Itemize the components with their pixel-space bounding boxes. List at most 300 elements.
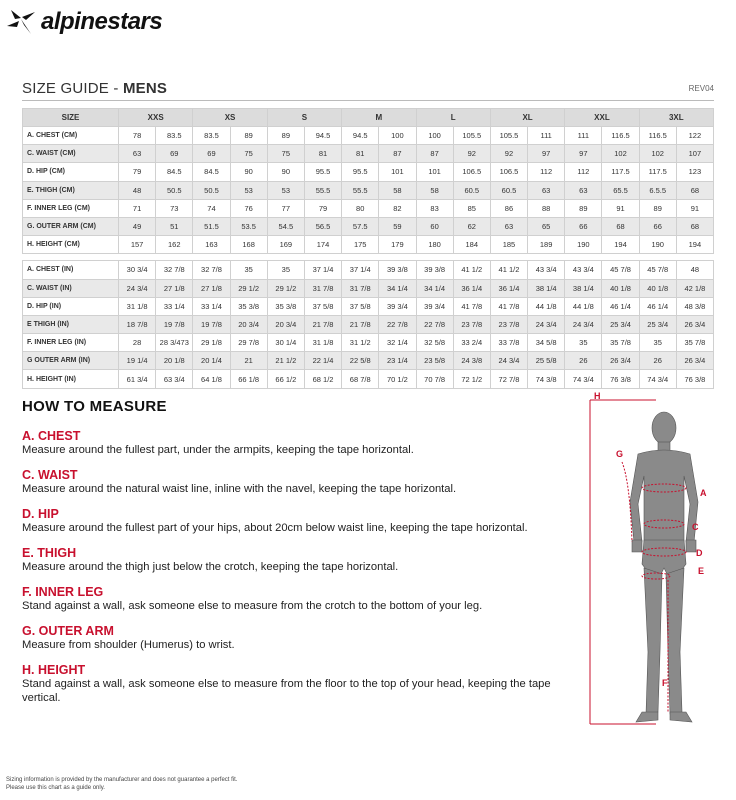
- table-cell: 92: [490, 145, 527, 163]
- table-cell: 37 5/8: [304, 297, 341, 315]
- table-cell: 24 3/4: [528, 315, 565, 333]
- table-cell: 41 7/8: [453, 297, 490, 315]
- size-col-xxs: XXS: [119, 109, 193, 127]
- table-cell: 51: [156, 217, 193, 235]
- table-cell: 21 7/8: [342, 315, 379, 333]
- size-header-row: [23, 109, 714, 127]
- table-cell: 62: [453, 217, 490, 235]
- table-cell: 24 3/4: [490, 352, 527, 370]
- measure-heading: A. CHEST: [22, 429, 81, 443]
- table-cell: 55.5: [304, 181, 341, 199]
- table-cell: 78: [119, 127, 156, 145]
- table-cell: 29 1/2: [230, 279, 267, 297]
- table-cell: 63: [490, 217, 527, 235]
- table-cell: 184: [453, 236, 490, 254]
- table-cell: 74 3/8: [528, 370, 565, 388]
- table-cell: 87: [379, 145, 416, 163]
- table-cell: 100: [379, 127, 416, 145]
- table-cell: 92: [453, 145, 490, 163]
- row-label: G. OUTER ARM (CM): [23, 217, 119, 235]
- table-cell: 88: [528, 199, 565, 217]
- table-cell: 105.5: [490, 127, 527, 145]
- table-cell: 80: [342, 199, 379, 217]
- body-silhouette: [630, 412, 698, 722]
- table-cell: 107: [676, 145, 713, 163]
- table-cell: 69: [193, 145, 230, 163]
- table-row: [23, 199, 714, 217]
- table-cell: 19 1/4: [119, 352, 156, 370]
- table-cell: 41 7/8: [490, 297, 527, 315]
- measure-description: Measure around the thigh just below the crotch, keeping the tape horizontal.: [22, 561, 399, 573]
- table-cell: 24 3/4: [565, 315, 602, 333]
- table-cell: 37 1/4: [304, 261, 341, 279]
- table-cell: 97: [528, 145, 565, 163]
- table-cell: 194: [602, 236, 639, 254]
- table-cell: 43 3/4: [565, 261, 602, 279]
- table-cell: 89: [639, 199, 676, 217]
- table-cell: 112: [528, 163, 565, 181]
- table-cell: 43 3/4: [528, 261, 565, 279]
- table-cell: 27 1/8: [193, 279, 230, 297]
- measure-description: Stand against a wall, ask someone else to measure from the floor to the top of your head, keeping the tape vertical.: [22, 678, 551, 704]
- table-cell: 111: [565, 127, 602, 145]
- table-cell: 48: [676, 261, 713, 279]
- row-label: C. WAIST (IN): [23, 279, 119, 297]
- table-cell: 163: [193, 236, 230, 254]
- table-cell: 35 7/8: [602, 334, 639, 352]
- row-label: G OUTER ARM (IN): [23, 352, 119, 370]
- table-cell: 22 5/8: [342, 352, 379, 370]
- table-cell: 190: [565, 236, 602, 254]
- table-cell: 105.5: [453, 127, 490, 145]
- size-col-m: M: [342, 109, 416, 127]
- table-cell: 86: [490, 199, 527, 217]
- table-cell: 97: [565, 145, 602, 163]
- table-cell: 83.5: [156, 127, 193, 145]
- table-cell: 64 1/8: [193, 370, 230, 388]
- figure-label-d: D: [696, 548, 703, 558]
- table-cell: 63: [528, 181, 565, 199]
- figure-label-f: F: [662, 678, 668, 688]
- table-cell: 71: [119, 199, 156, 217]
- table-cell: 46 1/4: [602, 297, 639, 315]
- table-cell: 23 7/8: [453, 315, 490, 333]
- table-cell: 19 7/8: [156, 315, 193, 333]
- size-col-l: L: [416, 109, 490, 127]
- table-cell: 189: [528, 236, 565, 254]
- table-cell: 116.5: [639, 127, 676, 145]
- table-row: [23, 370, 714, 388]
- table-cell: 40 1/8: [639, 279, 676, 297]
- table-cell: 20 1/4: [193, 352, 230, 370]
- table-cell: 60.5: [453, 181, 490, 199]
- table-cell: 25 3/4: [639, 315, 676, 333]
- table-cell: 89: [230, 127, 267, 145]
- table-cell: 60.5: [490, 181, 527, 199]
- how-to-measure-title: HOW TO MEASURE: [22, 398, 167, 415]
- table-cell: 168: [230, 236, 267, 254]
- table-cell: 45 7/8: [602, 261, 639, 279]
- table-cell: 29 1/2: [267, 279, 304, 297]
- alpinestars-star-icon: [5, 6, 39, 38]
- table-cell: 39 3/4: [416, 297, 453, 315]
- table-cell: 162: [156, 236, 193, 254]
- table-cell: 84.5: [156, 163, 193, 181]
- table-cell: 28 3/473: [156, 334, 193, 352]
- table-cell: 63 3/4: [156, 370, 193, 388]
- table-cell: 85: [453, 199, 490, 217]
- table-cell: 68: [676, 181, 713, 199]
- table-cell: 31 1/2: [342, 334, 379, 352]
- table-cell: 45 7/8: [639, 261, 676, 279]
- table-cell: 112: [565, 163, 602, 181]
- table-cell: 58: [379, 181, 416, 199]
- table-cell: 58: [416, 181, 453, 199]
- table-cell: 38 1/4: [565, 279, 602, 297]
- size-col-xs: XS: [193, 109, 267, 127]
- table-cell: 22 7/8: [416, 315, 453, 333]
- measure-description: Measure around the natural waist line, inline with the navel, keeping the tape horizontal.: [22, 483, 457, 495]
- table-cell: 31 1/8: [304, 334, 341, 352]
- table-row: [23, 352, 714, 370]
- table-cell: 34 5/8: [528, 334, 565, 352]
- measure-heading: C. WAIST: [22, 468, 78, 482]
- table-cell: 32 5/8: [416, 334, 453, 352]
- table-cell: 35: [267, 261, 304, 279]
- table-cell: 21 7/8: [304, 315, 341, 333]
- table-cell: 117.5: [602, 163, 639, 181]
- title-row: [22, 80, 714, 100]
- table-cell: 36 1/4: [490, 279, 527, 297]
- table-cell: 194: [676, 236, 713, 254]
- table-cell: 95.5: [304, 163, 341, 181]
- table-cell: 90: [267, 163, 304, 181]
- table-cell: 38 1/4: [528, 279, 565, 297]
- table-cell: 169: [267, 236, 304, 254]
- table-cell: 90: [230, 163, 267, 181]
- table-cell: 66 1/8: [230, 370, 267, 388]
- row-label: F. INNER LEG (CM): [23, 199, 119, 217]
- table-cell: 53.5: [230, 217, 267, 235]
- table-row: [23, 297, 714, 315]
- table-cell: 74 3/4: [565, 370, 602, 388]
- table-cell: 35 3/8: [267, 297, 304, 315]
- table-cell: 32 7/8: [156, 261, 193, 279]
- brand-name: alpinestars: [41, 8, 163, 35]
- table-cell: 25 5/8: [528, 352, 565, 370]
- table-cell: 83: [416, 199, 453, 217]
- measure-heading: F. INNER LEG: [22, 585, 104, 599]
- table-cell: 101: [379, 163, 416, 181]
- table-cell: 27 1/8: [156, 279, 193, 297]
- table-cell: 66: [639, 217, 676, 235]
- table-cell: 20 1/8: [156, 352, 193, 370]
- table-cell: 94.5: [304, 127, 341, 145]
- table-cell: 100: [416, 127, 453, 145]
- table-cell: 72 7/8: [490, 370, 527, 388]
- table-cell: 68: [602, 217, 639, 235]
- table-cell: 111: [528, 127, 565, 145]
- brand-logo[interactable]: [5, 6, 162, 38]
- table-row: [23, 334, 714, 352]
- table-cell: 56.5: [304, 217, 341, 235]
- table-cell: 22 7/8: [379, 315, 416, 333]
- table-cell: 35: [565, 334, 602, 352]
- measure-heading: G. OUTER ARM: [22, 624, 114, 638]
- measure-item: [22, 624, 582, 652]
- table-cell: 41 1/2: [490, 261, 527, 279]
- table-cell: 30 1/4: [267, 334, 304, 352]
- measure-description: Stand against a wall, ask someone else to measure from the crotch to the bottom of your leg.: [22, 600, 483, 612]
- table-cell: 70 7/8: [416, 370, 453, 388]
- table-cell: 57.5: [342, 217, 379, 235]
- table-cell: 81: [342, 145, 379, 163]
- figure-label-c: C: [692, 522, 699, 532]
- table-cell: 74: [193, 199, 230, 217]
- table-cell: 44 1/8: [565, 297, 602, 315]
- table-cell: 82: [379, 199, 416, 217]
- table-cell: 102: [639, 145, 676, 163]
- table-cell: 6.5.5: [639, 181, 676, 199]
- figure-label-h: H: [594, 392, 601, 401]
- table-cell: 106.5: [453, 163, 490, 181]
- footer-line-2: Please use this chart as a guide only.: [6, 785, 105, 791]
- table-cell: 116.5: [602, 127, 639, 145]
- table-cell: 39 3/8: [379, 261, 416, 279]
- table-cell: 79: [304, 199, 341, 217]
- table-cell: 26 3/4: [676, 315, 713, 333]
- table-cell: 23 1/4: [379, 352, 416, 370]
- gap-cell: [23, 254, 714, 261]
- measure-item: [22, 585, 582, 613]
- row-label: C. WAIST (CM): [23, 145, 119, 163]
- table-cell: 157: [119, 236, 156, 254]
- table-cell: 24 3/8: [453, 352, 490, 370]
- table-cell: 84.5: [193, 163, 230, 181]
- table-cell: 63: [565, 181, 602, 199]
- table-cell: 39 3/4: [379, 297, 416, 315]
- table-cell: 68: [676, 217, 713, 235]
- table-cell: 20 3/4: [267, 315, 304, 333]
- row-label: A. CHEST (IN): [23, 261, 119, 279]
- table-cell: 49: [119, 217, 156, 235]
- title-divider: [22, 100, 714, 101]
- table-cell: 21: [230, 352, 267, 370]
- table-cell: 26 3/4: [676, 352, 713, 370]
- measure-item: [22, 546, 582, 574]
- table-cell: 53: [230, 181, 267, 199]
- table-cell: 30 3/4: [119, 261, 156, 279]
- table-cell: 32 7/8: [193, 261, 230, 279]
- table-cell: 63: [119, 145, 156, 163]
- table-cell: 26: [639, 352, 676, 370]
- row-label: H. HEIGHT (IN): [23, 370, 119, 388]
- table-cell: 76: [230, 199, 267, 217]
- measure-heading: D. HIP: [22, 507, 59, 521]
- measure-description: Measure around the fullest part of your hips, about 20cm below waist line, keeping the tape horizontal.: [22, 522, 528, 534]
- table-cell: 33 1/4: [156, 297, 193, 315]
- table-cell: 55.5: [342, 181, 379, 199]
- row-label: A. CHEST (CM): [23, 127, 119, 145]
- table-cell: 25 3/4: [602, 315, 639, 333]
- size-col-s: S: [267, 109, 341, 127]
- size-col-3xl: 3XL: [639, 109, 713, 127]
- table-cell: 66: [565, 217, 602, 235]
- table-cell: 29 1/8: [193, 334, 230, 352]
- table-cell: 19 7/8: [193, 315, 230, 333]
- table-cell: 89: [267, 127, 304, 145]
- table-cell: 35: [639, 334, 676, 352]
- table-cell: 69: [156, 145, 193, 163]
- table-cell: 81: [304, 145, 341, 163]
- table-cell: 83.5: [193, 127, 230, 145]
- body-figure: [586, 392, 736, 732]
- table-cell: 31 7/8: [304, 279, 341, 297]
- size-col-xxl: XXL: [565, 109, 639, 127]
- table-row: [23, 127, 714, 145]
- table-cell: 76 3/8: [602, 370, 639, 388]
- measure-description: Measure from shoulder (Humerus) to wrist.: [22, 639, 235, 651]
- table-cell: 23 5/8: [416, 352, 453, 370]
- table-cell: 91: [602, 199, 639, 217]
- table-cell: 89: [565, 199, 602, 217]
- table-row: [23, 181, 714, 199]
- table-cell: 22 1/4: [304, 352, 341, 370]
- table-cell: 40 1/8: [602, 279, 639, 297]
- measure-heading: E. THIGH: [22, 546, 77, 560]
- table-cell: 41 1/2: [453, 261, 490, 279]
- table-cell: 65: [528, 217, 565, 235]
- table-cell: 175: [342, 236, 379, 254]
- table-cell: 79: [119, 163, 156, 181]
- table-cell: 21 1/2: [267, 352, 304, 370]
- table-row: [23, 145, 714, 163]
- table-cell: 26: [565, 352, 602, 370]
- table-cell: 33 7/8: [490, 334, 527, 352]
- table-cell: 26 3/4: [602, 352, 639, 370]
- row-label: E THIGH (IN): [23, 315, 119, 333]
- table-cell: 44 1/8: [528, 297, 565, 315]
- table-row: [23, 261, 714, 279]
- footer-disclaimer: [6, 776, 237, 792]
- table-cell: 18 7/8: [119, 315, 156, 333]
- measure-description: Measure around the fullest part, under the armpits, keeping the tape horizontal.: [22, 444, 414, 456]
- table-cell: 75: [230, 145, 267, 163]
- table-cell: 23 7/8: [490, 315, 527, 333]
- table-cell: 28: [119, 334, 156, 352]
- row-label: D. HIP (CM): [23, 163, 119, 181]
- table-cell: 50.5: [156, 181, 193, 199]
- table-cell: 35: [230, 261, 267, 279]
- table-cell: 87: [416, 145, 453, 163]
- row-label: D. HIP (IN): [23, 297, 119, 315]
- table-cell: 54.5: [267, 217, 304, 235]
- table-cell: 35 3/8: [230, 297, 267, 315]
- table-cell: 190: [639, 236, 676, 254]
- table-cell: 106.5: [490, 163, 527, 181]
- table-cell: 185: [490, 236, 527, 254]
- table-cell: 77: [267, 199, 304, 217]
- table-cell: 94.5: [342, 127, 379, 145]
- table-cell: 180: [416, 236, 453, 254]
- table-cell: 61 3/4: [119, 370, 156, 388]
- table-cell: 60: [416, 217, 453, 235]
- table-cell: 59: [379, 217, 416, 235]
- table-cell: 34 1/4: [379, 279, 416, 297]
- table-cell: 66 1/2: [267, 370, 304, 388]
- table-cell: 50.5: [193, 181, 230, 199]
- footer-line-1: Sizing information is provided by the manufacturer and does not guarantee a perfect fit.: [6, 777, 238, 783]
- table-cell: 29 7/8: [230, 334, 267, 352]
- table-cell: 117.5: [639, 163, 676, 181]
- measure-item: [22, 507, 582, 535]
- table-cell: 123: [676, 163, 713, 181]
- table-cell: 24 3/4: [119, 279, 156, 297]
- measure-item: [22, 468, 582, 496]
- table-cell: 68 1/2: [304, 370, 341, 388]
- table-cell: 70 1/2: [379, 370, 416, 388]
- table-cell: 74 3/4: [639, 370, 676, 388]
- table-cell: 76 3/8: [676, 370, 713, 388]
- table-cell: 51.5: [193, 217, 230, 235]
- table-cell: 48: [119, 181, 156, 199]
- size-col-xl: XL: [490, 109, 564, 127]
- table-row: [23, 163, 714, 181]
- table-cell: 75: [267, 145, 304, 163]
- page-title: SIZE GUIDE - MENS: [22, 80, 168, 97]
- size-header: SIZE: [23, 109, 119, 127]
- figure-label-a: A: [700, 488, 707, 498]
- header: [0, 0, 736, 46]
- table-row: [23, 315, 714, 333]
- table-cell: 34 1/4: [416, 279, 453, 297]
- row-label: F. INNER LEG (IN): [23, 334, 119, 352]
- table-cell: 101: [416, 163, 453, 181]
- row-label: H. HEIGHT (CM): [23, 236, 119, 254]
- table-row: [23, 236, 714, 254]
- revision-label: REV04: [688, 84, 714, 93]
- table-cell: 72 1/2: [453, 370, 490, 388]
- row-label: E. THIGH (CM): [23, 181, 119, 199]
- table-cell: 33 2/4: [453, 334, 490, 352]
- table-cell: 37 5/8: [342, 297, 379, 315]
- table-cell: 53: [267, 181, 304, 199]
- size-table: [22, 108, 714, 389]
- table-cell: 35 7/8: [676, 334, 713, 352]
- table-cell: 65.5: [602, 181, 639, 199]
- table-cell: 48 3/8: [676, 297, 713, 315]
- table-cell: 91: [676, 199, 713, 217]
- how-to-measure: [22, 398, 582, 716]
- table-cell: 33 1/4: [193, 297, 230, 315]
- table-cell: 174: [304, 236, 341, 254]
- table-cell: 46 1/4: [639, 297, 676, 315]
- table-cell: 39 3/8: [416, 261, 453, 279]
- table-cell: 68 7/8: [342, 370, 379, 388]
- table-cell: 179: [379, 236, 416, 254]
- table-section-gap: [23, 254, 714, 261]
- table-cell: 95.5: [342, 163, 379, 181]
- table-cell: 73: [156, 199, 193, 217]
- table-cell: 32 1/4: [379, 334, 416, 352]
- table-cell: 37 1/4: [342, 261, 379, 279]
- table-cell: 36 1/4: [453, 279, 490, 297]
- table-cell: 102: [602, 145, 639, 163]
- measure-item: [22, 663, 582, 705]
- figure-label-g: G: [616, 449, 624, 459]
- table-cell: 31 1/8: [119, 297, 156, 315]
- table-row: [23, 217, 714, 235]
